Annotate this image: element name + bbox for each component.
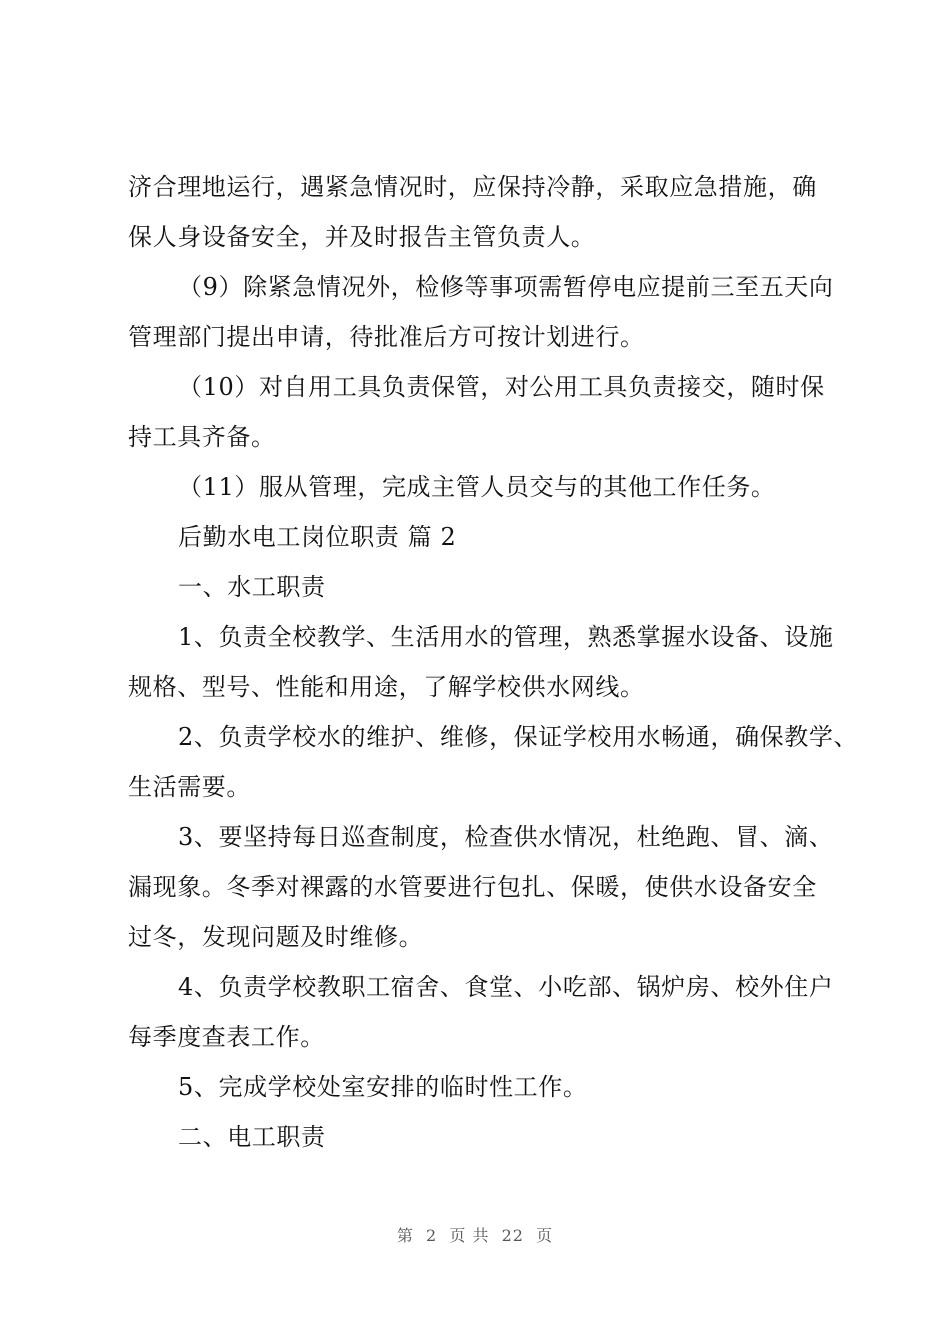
text-line: （9）除紧急情况外，检修等事项需暂停电应提前三至五天向 (178, 273, 834, 301)
text-line: 4、负责学校教职工宿舍、食堂、小吃部、锅炉房、校外住户 (178, 973, 834, 1001)
section-heading: 一、水工职责 (178, 573, 326, 601)
text-line: 2、负责学校水的维护、维修，保证学校用水畅通，确保教学、 (178, 723, 859, 751)
text-line: 济合理地运行，遇紧急情况时，应保持冷静，采取应急措施，确 (128, 173, 817, 201)
text-line: 持工具齐备。 (128, 423, 276, 451)
page-number-footer: 第 2 页 共 22 页 (396, 1226, 554, 1245)
text-line: （10）对自用工具负责保管，对公用工具负责接交，随时保 (178, 373, 825, 401)
section-heading: 后勤水电工岗位职责 篇 2 (178, 523, 457, 551)
text-line: 每季度查表工作。 (128, 1023, 325, 1051)
text-line: 生活需要。 (128, 773, 251, 801)
text-line: 3、要坚持每日巡查制度，检查供水情况，杜绝跑、冒、滴、 (178, 823, 834, 851)
section-heading: 二、电工职责 (178, 1123, 326, 1151)
text-line: 5、完成学校处室安排的临时性工作。 (178, 1073, 588, 1101)
text-line: 过冬，发现问题及时维修。 (128, 923, 424, 951)
text-line: 保人身设备安全，并及时报告主管负责人。 (128, 223, 596, 251)
text-line: 1、负责全校教学、生活用水的管理，熟悉掌握水设备、设施 (178, 623, 834, 651)
text-line: 管理部门提出申请，待批准后方可按计划进行。 (128, 323, 645, 351)
text-line: 漏现象。冬季对裸露的水管要进行包扎、保暖，使供水设备安全 (128, 873, 817, 901)
text-line: 规格、型号、性能和用途，了解学校供水网线。 (128, 673, 645, 701)
text-line: （11）服从管理，完成主管人员交与的其他工作任务。 (178, 473, 776, 501)
